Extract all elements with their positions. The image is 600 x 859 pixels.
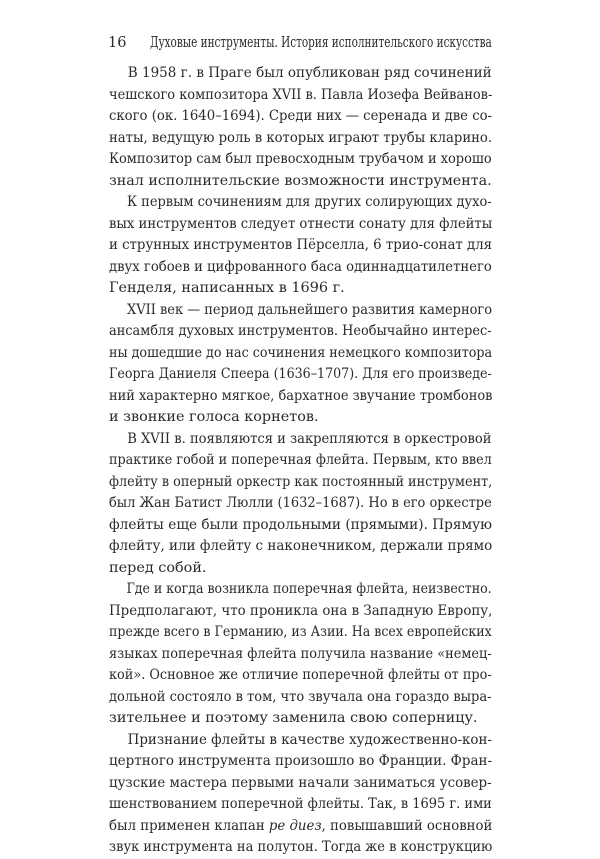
text-line: наты, ведущую роль в которых играют трубы кларино. [109, 129, 493, 146]
text-line: Признание флейты в качестве художественно-кон- [127, 731, 492, 748]
body-text [109, 63, 492, 859]
text-line: В 1958 г. в Праге был опубликован ряд сочинений [127, 65, 492, 81]
text-line: XVII век — период дальнейшего развития камерного [127, 301, 493, 318]
text-line: цузские мастера первыми начали заниматься усовер- [109, 774, 492, 791]
text-line: Где и когда возникла поперечная флейта, неизвестно. [126, 581, 492, 597]
text-line: языках поперечная флейта получила название «немец- [109, 645, 492, 662]
text-line: и струнных инструментов Пёрселла, 6 трио-сонат для [109, 237, 493, 253]
paragraph [109, 429, 492, 580]
text-line: зительнее и поэтому заменила свою соперницу. [109, 710, 478, 726]
text-line: звук инструмента на полутон. Тогда же в конструкцию [109, 839, 493, 855]
text-line: ского (ок. 1640–1694). Среди них — серенада и две со- [109, 108, 493, 124]
running-header [108, 32, 492, 54]
paragraph [109, 63, 492, 192]
paragraph [109, 192, 492, 300]
text-line: прежде всего в Германию, из Азии. На всех европейских [109, 624, 492, 640]
text-line: перед собой. [109, 559, 207, 576]
text-line: ны дошедшие до нас сочинения немецкого композитора [109, 344, 493, 361]
text-line: чешского композитора XVII в. Павла Иозефа Вейванов- [109, 86, 493, 103]
text-run: , повышавший основной [321, 817, 493, 834]
text-line: был Жан Батист Люлли (1632–1687). Но в его оркестре [109, 495, 492, 511]
text-line: Предполагают, что проникла она в Западную Европу, [109, 602, 493, 619]
text-line: кой». Основное же отличие поперечной флейты от про- [109, 667, 492, 683]
text-line: шенствованием поперечной флейты. Так, в 1695 г. ими [109, 796, 492, 812]
text-line: ний характерно мягкое, бархатное звучание тромбонов [109, 387, 493, 404]
text-line: Генделя, написанных в 1696 г. [109, 280, 345, 296]
text-line: ансамбля духовых инструментов. Необычайно интерес- [109, 323, 492, 339]
italic-term: ре диез [268, 817, 322, 834]
text-line [109, 816, 493, 838]
text-line: и звонкие голоса корнетов. [109, 409, 319, 425]
text-run: был применен клапан [109, 817, 269, 834]
paragraph [109, 300, 492, 429]
text-line: флейту, или флейту с наконечником, держали прямо [109, 538, 493, 554]
text-line: флейту в оперный оркестр как постоянный инструмент, [109, 473, 493, 490]
text-line: вых инструментов следует отнести сонату для флейты [109, 215, 493, 232]
text-line: флейты еще были продольными (прямыми). Прямую [109, 516, 493, 533]
text-line: В XVII в. появляются и закрепляются в оркестровой [127, 430, 492, 447]
text-line: двух гобоев и цифрованного баса одиннадцатилетнего [109, 258, 492, 275]
text-line: К первым сочинениям для других солирующих духо- [127, 194, 492, 210]
text-line: знал исполнительские возможности инструмента. [109, 172, 492, 189]
text-line: цертного инструмента произошло во Франции. Фран- [109, 753, 493, 769]
page-number: 16 [108, 35, 127, 51]
text-line: дольной состояло в том, что звучала она гораздо выра- [109, 688, 492, 705]
paragraph [109, 730, 492, 859]
text-line: практике гобой и поперечная флейта. Первым, кто ввел [109, 452, 492, 468]
paragraph [109, 579, 492, 730]
text-line: Композитор сам был превосходным трубачом и хорошо [109, 151, 492, 167]
running-title: Духовые инструменты. История исполнительского искусства [150, 35, 492, 51]
text-line: Георга Даниеля Спеера (1636–1707). Для его произведе- [109, 366, 492, 382]
